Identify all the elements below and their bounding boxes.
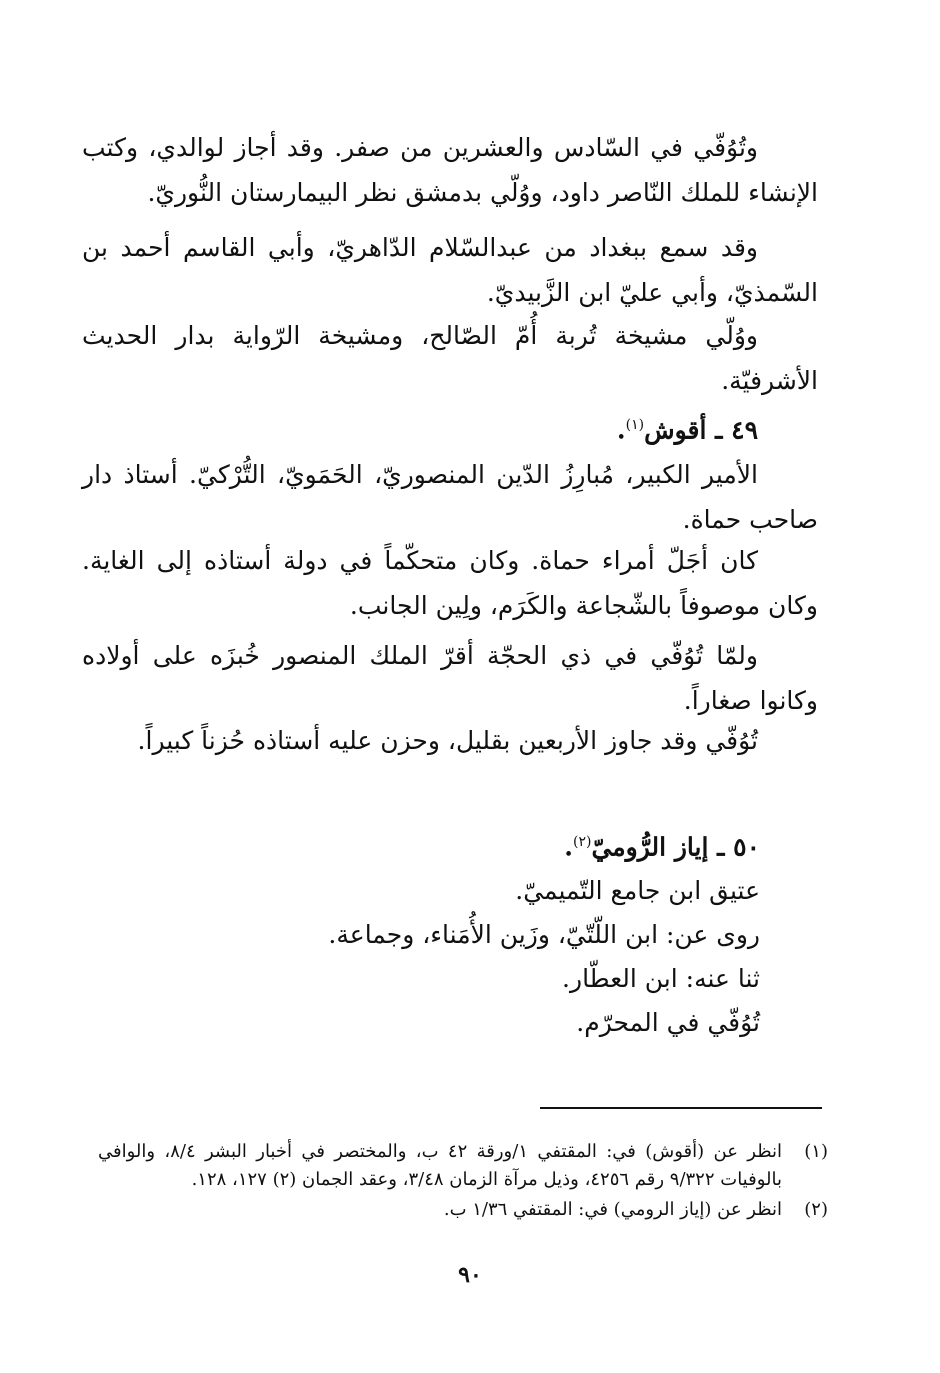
entry-line: ثنا عنه: ابن العطّار. xyxy=(562,964,760,994)
entry-49-paragraph-3 xyxy=(82,633,818,723)
paragraph: ولمّا تُوُفّي في ذي الحجّة أقرّ الملك المنصور خُبزَه على أولاده وكانوا صغاراً. xyxy=(82,641,818,715)
continued-entry-paragraph-2 xyxy=(82,225,818,315)
footnote xyxy=(98,1138,828,1194)
continued-entry-paragraph-3 xyxy=(82,313,818,403)
footnote-number: (١) xyxy=(804,1141,828,1162)
paragraph: ووُلّي مشيخة تُربة أُمّ الصّالح، ومشيخة الرّواية بدار الحديث الأشرفيّة. xyxy=(82,321,818,395)
footnote-number: (٢) xyxy=(804,1199,828,1220)
entry-line: تُوُفّي في المحرّم. xyxy=(576,1008,760,1038)
paragraph: وتُوُفّي في السّادس والعشرين من صفر. وقد أجاز لوالدي، وكتب الإنشاء للملك النّاصر داود، ووُلّي بدمشق نظر البيمارستان النُّوريّ. xyxy=(82,133,818,207)
footnote-text: انظر عن (أقوش) في: المقتفي ١/ورقة ٤٢ ب، والمختصر في أخبار البشر ٨/٤، والوافي بالوفيات ٩/٣٢٢ رقم ٤٢٥٦، وذيل مرآة الزمان ٣/٤٨، وعقد الجمان (٢) ١٢٧، ١٢٨. xyxy=(98,1141,783,1190)
footnotes xyxy=(98,1138,828,1226)
footnote-separator xyxy=(540,1107,822,1109)
footnote xyxy=(98,1196,828,1224)
entry-title: ٤٩ ـ أقوش xyxy=(644,415,758,445)
paragraph: تُوُفّي وقد جاوز الأربعين بقليل، وحزن عليه أستاذه حُزناً كبيراً. xyxy=(137,726,758,755)
page-number: ٩٠ xyxy=(458,1262,482,1288)
entry-line: روى عن: ابن اللّتّيّ، وزَين الأُمَناء، وجماعة. xyxy=(328,920,760,950)
footnote-marker: (١) xyxy=(625,417,645,433)
entry-49-paragraph-2 xyxy=(82,538,818,628)
entry-49-paragraph-4 xyxy=(82,718,818,763)
continued-entry xyxy=(82,125,818,215)
paragraph: الأمير الكبير، مُبارِزُ الدّين المنصوريّ، الحَمَويّ، التُّرْكيّ. أستاذ دار صاحب حماة. xyxy=(82,460,818,535)
heading-end: . xyxy=(616,415,626,445)
entry-line: عتيق ابن جامع التّميميّ. xyxy=(515,876,760,906)
footnote-text: انظر عن (إياز الرومي) في: المقتفي ١/٣٦ ب. xyxy=(443,1199,782,1220)
entry-50 xyxy=(160,820,760,1045)
entry-heading xyxy=(160,820,760,869)
paragraph: كان أجَلّ أمراء حماة. وكان متحكّماً في دولة أستاذه إلى الغاية. وكان موصوفاً بالشّجاعة والكَرَم، ولِين الجانب. xyxy=(82,546,818,620)
paragraph: وقد سمع ببغداد من عبدالسّلام الدّاهريّ، وأبي القاسم أحمد بن السّمذيّ، وأبي عليّ ابن الزَّبيديّ. xyxy=(82,233,818,307)
heading-end: . xyxy=(564,832,573,862)
entry-title: ٥٠ ـ إياز الرُّوميّ xyxy=(591,832,760,862)
entry-49 xyxy=(82,403,818,542)
entry-heading xyxy=(82,403,818,452)
footnote-marker: (٢) xyxy=(572,834,592,850)
